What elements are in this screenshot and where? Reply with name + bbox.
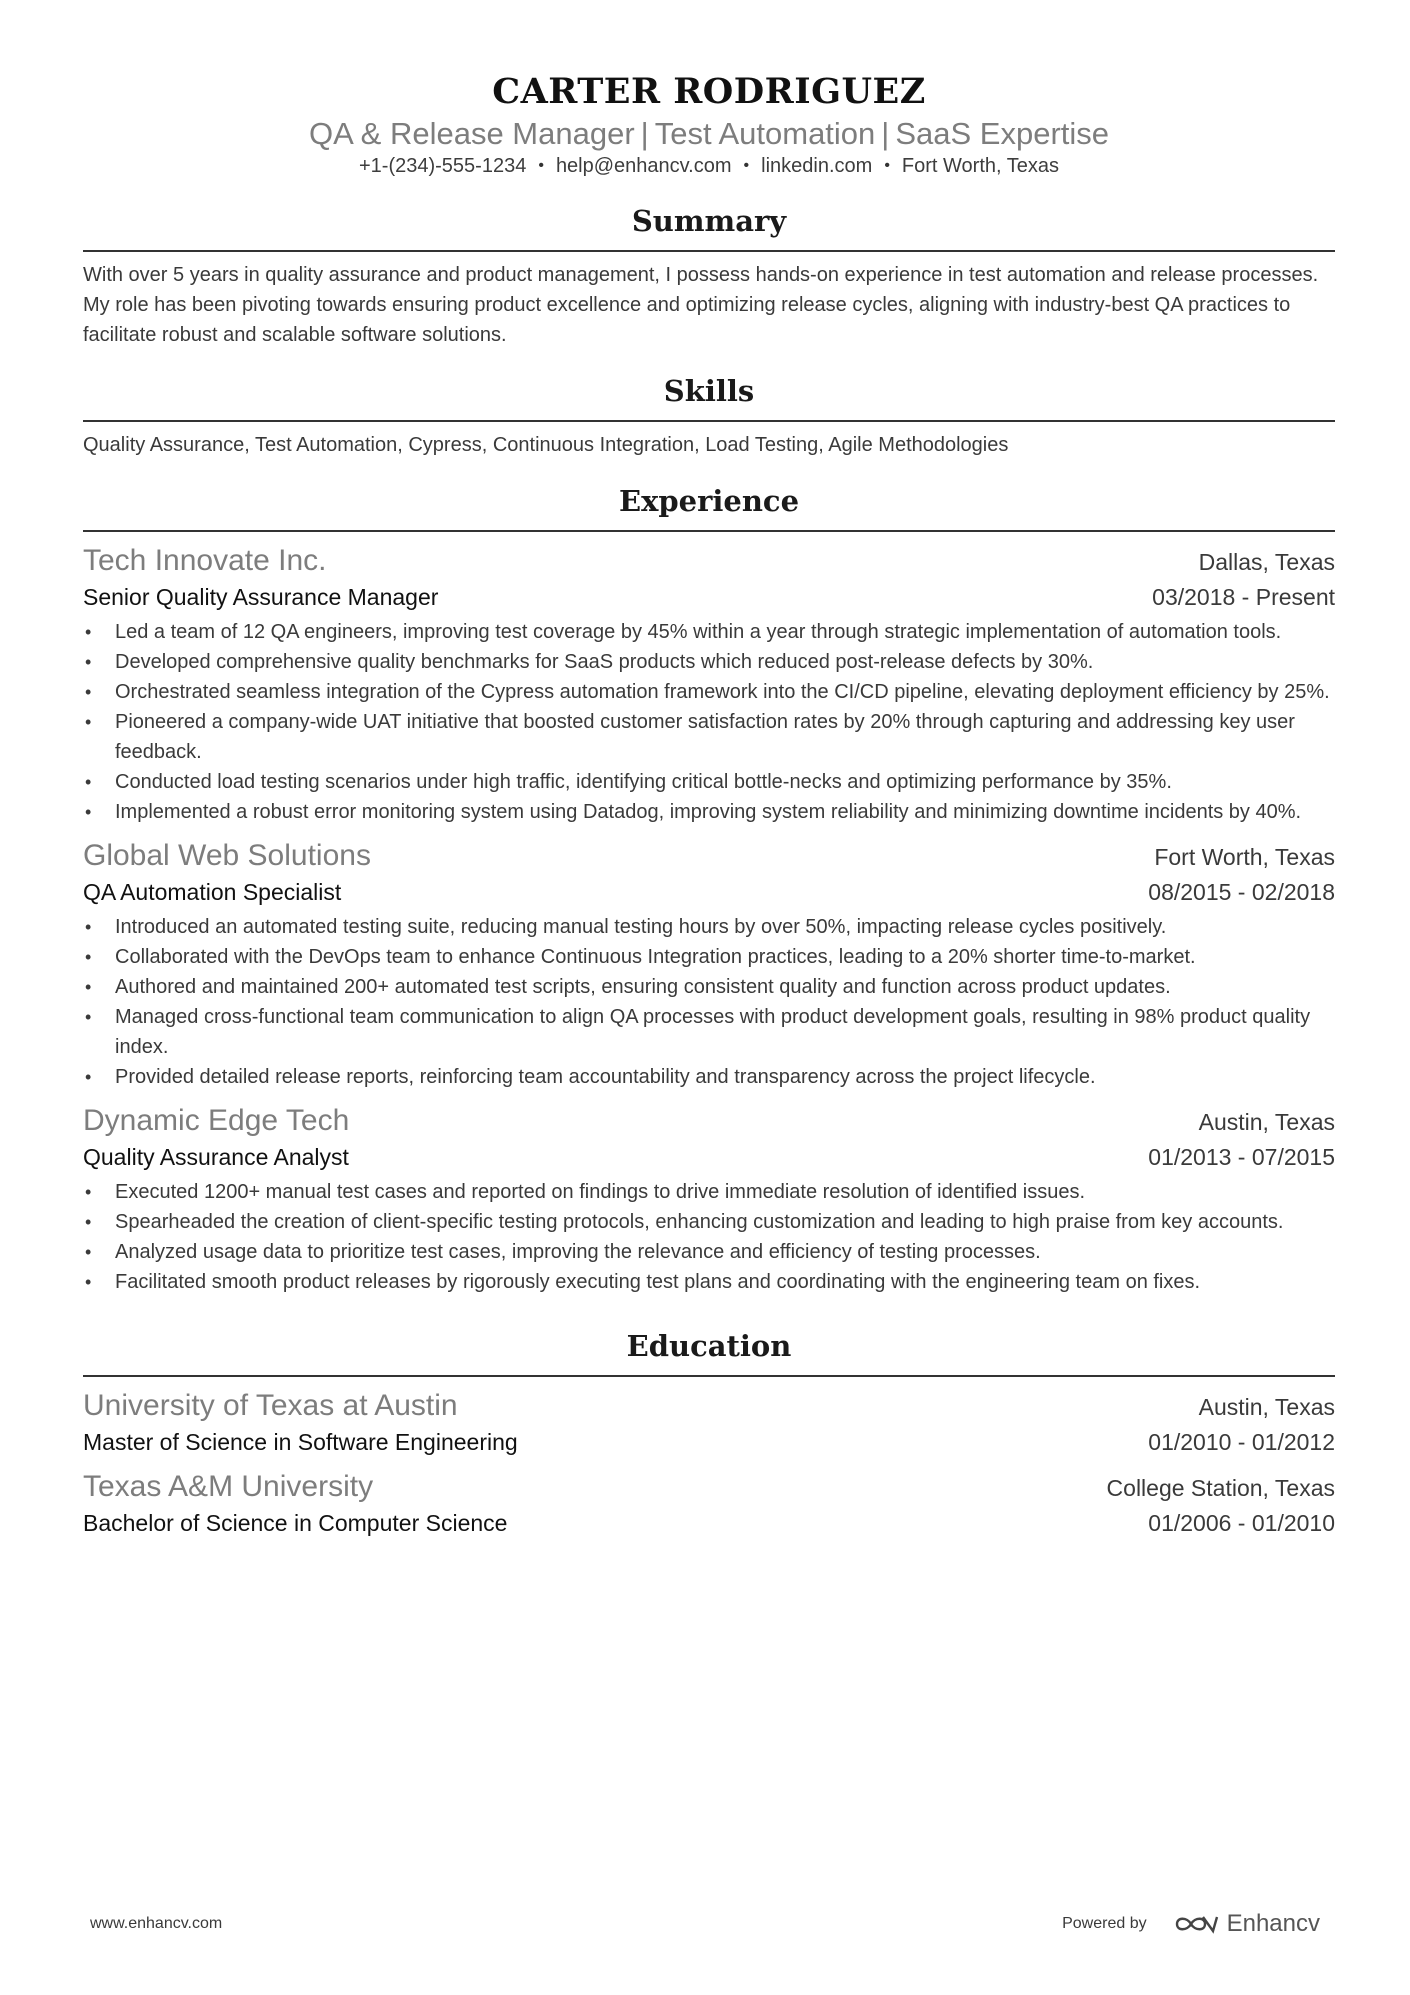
brand-link[interactable] [1173,1910,1320,1938]
headline-part: Test Automation [654,116,876,151]
job-dates: 01/2013 - 07/2015 [1148,1144,1335,1170]
enhancv-logo-icon [1173,1913,1219,1935]
footer [90,1910,1320,1938]
footer-branding [1062,1910,1320,1938]
bullet-item: • Facilitated smooth product releases by rigorously executing test plans and coordinating with the engineering team on fixes. [83,1267,1335,1297]
job-dates: 08/2015 - 02/2018 [1148,879,1335,905]
footer-website-link[interactable]: www.enhancv.com [90,1915,223,1932]
education-dates: 01/2010 - 01/2012 [1148,1429,1335,1455]
phone: +1-(234)-555-1234 [358,155,527,177]
job-location: Dallas, Texas [1198,549,1335,575]
skills-text: Quality Assurance, Test Automation, Cypress, Continuous Integration, Load Testing, Agile Methodologies [83,434,1009,456]
school-location: Austin, Texas [1198,1394,1335,1420]
brand-name: Enhancv [1226,1910,1320,1937]
location: Fort Worth, Texas [901,155,1060,177]
headline-separator: | [881,116,890,151]
job-title: Senior Quality Assurance Manager [83,584,439,610]
education-section [83,1327,1335,1539]
school-name: Texas A&M University [83,1470,374,1503]
headline-part: QA & Release Manager [308,116,635,151]
bullet-item: • Authored and maintained 200+ automated test scripts, ensuring consistent quality and function across product updates. [83,972,1335,1002]
job-entry [83,542,1335,827]
summary-text: With over 5 years in quality assurance and product management, I possess hands-on experience in test automation and release processes. My role has been pivoting towards ensuring product excellence and optimizing release cycles, aligning with industry-best QA practices to facilitate robust and scalable software solutions. [83,264,1319,346]
headline-part: SaaS Expertise [895,116,1110,151]
bullet-item: • Spearheaded the creation of client-specific testing protocols, enhancing customization and leading to high praise from key accounts. [83,1207,1335,1237]
job-title: QA Automation Specialist [83,879,342,905]
bullet-item: • Pioneered a company-wide UAT initiative that boosted customer satisfaction rates by 20% through capturing and addressing key user feedback. [83,707,1335,767]
job-location: Austin, Texas [1198,1109,1335,1135]
job-bullets [83,1177,1335,1297]
separator-dot: • [743,157,750,174]
school-location: College Station, Texas [1106,1475,1335,1501]
education-entry [83,1387,1335,1458]
bullet-item: • Conducted load testing scenarios under high traffic, identifying critical bottle-necks and optimizing performance by 35%. [83,767,1335,797]
degree: Bachelor of Science in Computer Science [83,1510,508,1536]
degree: Master of Science in Software Engineering [83,1429,518,1455]
school-name: University of Texas at Austin [83,1389,458,1422]
company-name: Dynamic Edge Tech [83,1104,350,1137]
powered-by-label: Powered by [1062,1915,1147,1932]
section-title-summary: Summary [83,202,1335,252]
separator-dot: • [538,157,544,174]
resume-content [83,70,1335,1539]
contact-line [83,152,1335,180]
linkedin-link[interactable]: linkedin.com [761,155,873,177]
bullet-item: • Implemented a robust error monitoring system using Datadog, improving system reliability and minimizing downtime incidents by 40%. [83,797,1335,827]
job-entry [83,1102,1335,1297]
bullet-item: • Introduced an automated testing suite, reducing manual testing hours by over 50%, impacting release cycles positively. [83,912,1335,942]
bullet-item: • Led a team of 12 QA engineers, improving test coverage by 45% within a year through strategic implementation of automation tools. [83,617,1335,647]
job-bullets [83,617,1335,827]
bullet-item: • Developed comprehensive quality benchmarks for SaaS products which reduced post-release defects by 30%. [83,647,1335,677]
company-name: Global Web Solutions [83,839,371,872]
job-bullets [83,912,1335,1092]
summary-section [83,202,1335,350]
bullet-item: • Collaborated with the DevOps team to enhance Continuous Integration practices, leading to a 20% shorter time-to-market. [83,942,1335,972]
job-title: Quality Assurance Analyst [83,1144,349,1170]
separator-dot: • [884,157,890,174]
bullet-item: • Orchestrated seamless integration of the Cypress automation framework into the CI/CD pipeline, elevating deployment efficiency by 25%. [83,677,1335,707]
section-title-experience: Experience [83,482,1335,532]
skills-section [83,372,1335,460]
bullet-item: • Executed 1200+ manual test cases and reported on findings to drive immediate resolution of identified issues. [83,1177,1335,1207]
email-link[interactable]: help@enhancv.com [555,155,732,177]
job-entry [83,837,1335,1092]
resume-header [83,70,1335,180]
section-title-education: Education [83,1327,1335,1377]
headline [83,114,1335,154]
section-title-skills: Skills [83,372,1335,422]
education-entry [83,1468,1335,1539]
education-dates: 01/2006 - 01/2010 [1148,1510,1335,1536]
bullet-item: • Provided detailed release reports, reinforcing team accountability and transparency across the project lifecycle. [83,1062,1335,1092]
company-name: Tech Innovate Inc. [83,544,327,577]
candidate-name: CARTER RODRIGUEZ [492,71,926,112]
bullet-item: • Analyzed usage data to prioritize test cases, improving the relevance and efficiency of testing processes. [83,1237,1335,1267]
bullet-item: • Managed cross-functional team communication to align QA processes with product development goals, resulting in 98% product quality index. [83,1002,1335,1062]
job-location: Fort Worth, Texas [1154,844,1335,870]
headline-separator: | [640,116,649,151]
job-dates: 03/2018 - Present [1152,584,1335,610]
experience-section [83,482,1335,1297]
